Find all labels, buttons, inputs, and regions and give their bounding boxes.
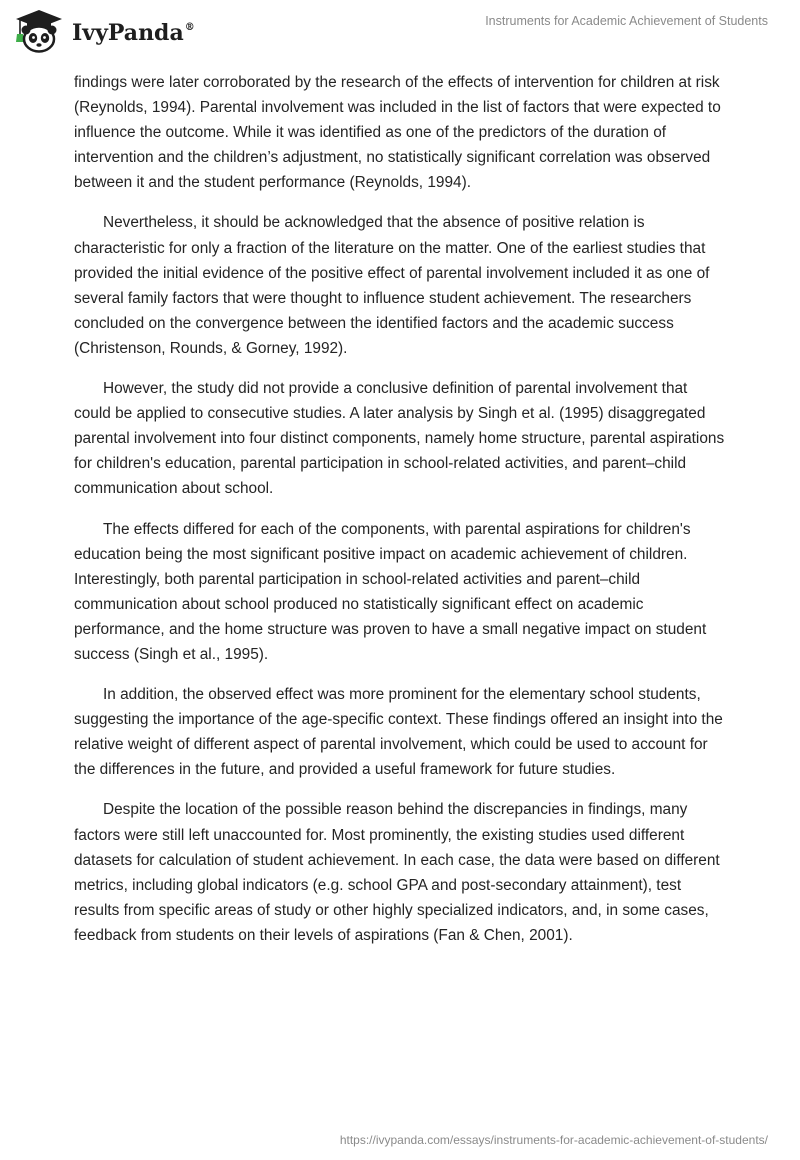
essay-body	[74, 70, 728, 963]
panda-graduate-icon	[12, 8, 66, 54]
paragraph: Nevertheless, it should be acknowledged that the absence of positive relation is characteristic for only a fraction of the literature on the matter. One of the earliest studies that provided the initial evidence of the positive effect of parental involvement included it as one of several family factors that were thought to influence student achievement. The researchers concluded on the convergence between the identified factors and the academic success (Christenson, Rounds, & Gorney, 1992).	[74, 214, 710, 357]
paragraph: In addition, the observed effect was more prominent for the elementary school students, suggesting the importance of the age-specific context. These findings offered an insight into the relative weight of different aspect of parental involvement, which could be used to account for the differences in the future, and provided a useful framework for future studies.	[74, 686, 723, 779]
logo-wordmark: IvyPanda	[72, 20, 184, 46]
page-header	[0, 0, 800, 70]
paragraph: However, the study did not provide a conclusive definition of parental involvement that could be applied to consecutive studies. A later analysis by Singh et al. (1995) disaggregated parental involvement into four distinct components, namely home structure, parental aspirations for children's education, parental participation in school-related activities, and parent–child communication about school.	[74, 380, 725, 498]
registered-mark: ®	[184, 22, 195, 33]
paragraph: findings were later corroborated by the research of the effects of intervention for children at risk (Reynolds, 1994). Parental involvement was included in the list of factors that were expected to influence the outcome. While it was identified as one of the predictors of the duration of intervention and the children’s adjustment, no statistically significant correlation was observed between it and the student performance (Reynolds, 1994).	[74, 74, 721, 192]
document-title: Instruments for Academic Achievement of Students	[485, 14, 768, 28]
source-url[interactable]: https://ivypanda.com/essays/instruments-for-academic-achievement-of-students/	[339, 1133, 768, 1147]
logo-text	[72, 20, 195, 46]
logo[interactable]	[12, 8, 195, 54]
paragraph: Despite the location of the possible reason behind the discrepancies in findings, many factors were still left unaccounted for. Most prominently, the existing studies used different datasets for calculation of student achievement. In each case, the data were based on different metrics, including global indicators (e.g. school GPA and post-secondary attainment), test results from specific areas of study or other highly specialized indicators, and, in some cases, feedback from students on their levels of aspirations (Fan & Chen, 2001).	[74, 801, 720, 944]
paragraph: The effects differed for each of the components, with parental aspirations for children's education being the most significant positive impact on academic achievement of children. Interestingly, both parental participation in school-related activities and parent–child communication about school produced no statistically significant effect on academic performance, and the home structure was proven to have a small negative impact on student success (Singh et al., 1995).	[74, 520, 707, 663]
